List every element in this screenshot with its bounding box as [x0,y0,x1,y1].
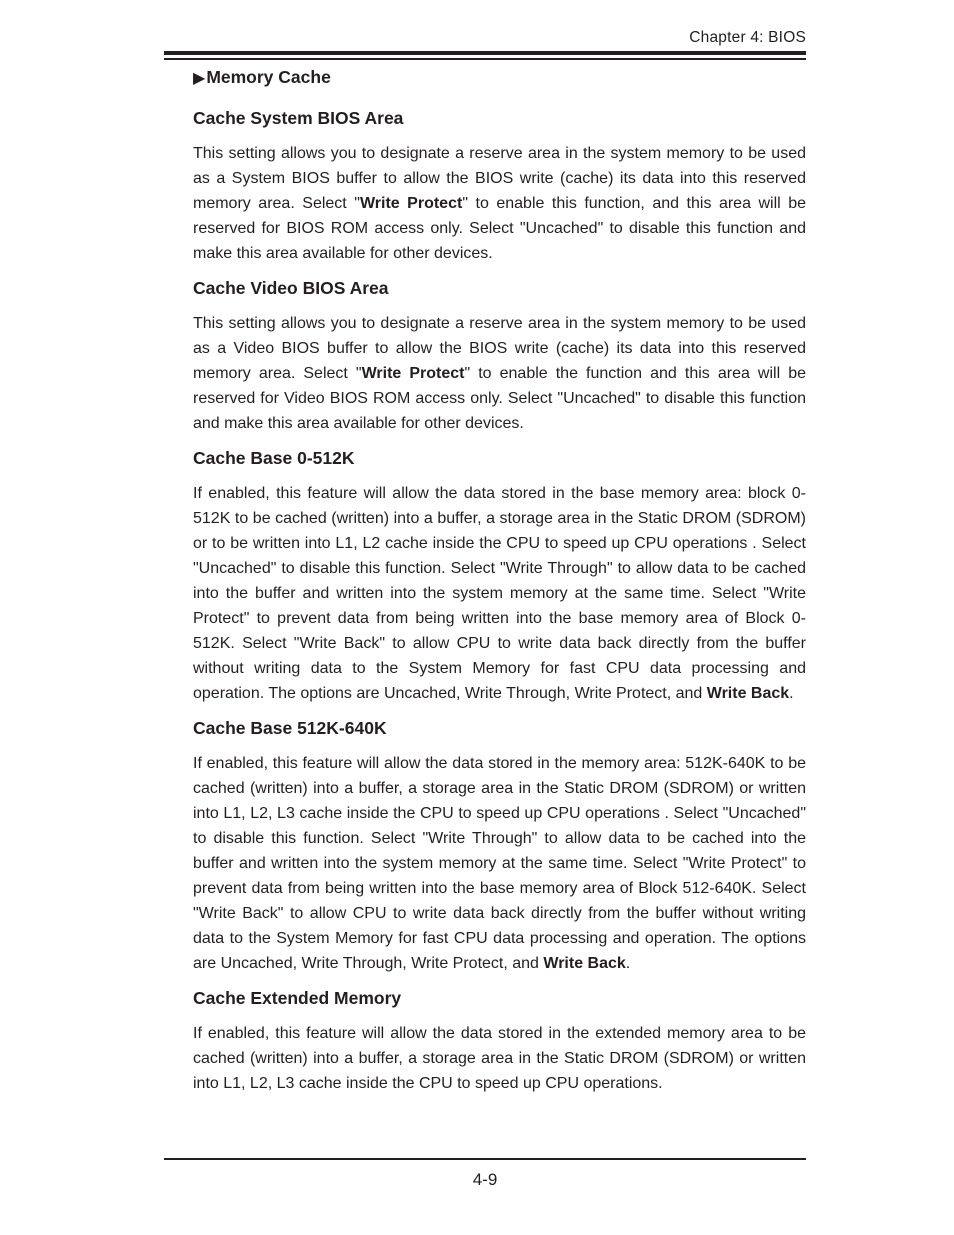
section-cache-system-bios [193,107,806,266]
header-rule-thick [164,51,806,55]
chapter-header: Chapter 4: BIOS [689,29,806,46]
section-cache-extended-memory [193,987,806,1096]
header-rule-thin [164,58,806,60]
section-heading: Cache Base 512K-640K [193,718,387,738]
section-body: This setting allows you to designate a reserve area in the system memory to be used as a Video BIOS buffer to allow the BIOS write (cache) its data into this reserved memory area. Select "Write Protect" to enable the function and this area will be reserved for Video BIOS ROM access only. Select "Uncached" to disable this function and make this area available for other devices. [193,315,807,432]
page-number: 4-9 [472,1170,498,1189]
menu-heading [193,64,806,92]
section-body: If enabled, this feature will allow the data stored in the extended memory area to be cached (written) into a buffer, a storage area in the Static DROM (SDROM) or written into L1, L2, L3 cache inside the CPU to speed up CPU operations. [193,1025,806,1092]
section-body: If enabled, this feature will allow the data stored in the memory area: 512K-640K to be cached (written) into a buffer, a storage area in the Static DROM (SDROM) or written into L1, L2, L3 cache inside the CPU to speed up CPU operations . Select "Uncached" to disable this function. Select "Write Through" to allow data to be cached into the buffer and written into the system memory at the same time. Select "Write Protect" to prevent data from being written into the base memory area of Block 512-640K. Select "Write Back" to allow CPU to write data back directly from the buffer without writing data to the System Memory for fast CPU data processing and operation. The options are Uncached, Write Through, Write Protect, and Write Back. [193,755,806,972]
section-heading: Cache Extended Memory [193,988,402,1008]
footer-rule [164,1158,806,1160]
section-heading: Cache Video BIOS Area [193,278,389,298]
section-cache-video-bios [193,277,806,436]
menu-title: Memory Cache [206,67,331,87]
page-content [193,64,806,1107]
section-body: This setting allows you to designate a reserve area in the system memory to be used as a System BIOS buffer to allow the BIOS write (cache) its data into this reserved memory area. Select "Write Protect" to enable this function, and this area will be reserved for BIOS ROM access only. Select "Uncached" to disable this function and make this area available for other devices. [193,145,807,262]
triangle-arrow-icon: ▶ [193,70,206,87]
section-cache-base-0-512k [193,447,806,706]
section-heading: Cache System BIOS Area [193,108,404,128]
section-cache-base-512k-640k [193,717,806,976]
section-heading: Cache Base 0-512K [193,448,355,468]
section-body: If enabled, this feature will allow the data stored in the base memory area: block 0-512K to be cached (written) into a buffer, a storage area in the Static DROM (SDROM) or to be written into L1, L2 cache inside the CPU to speed up CPU operations . Select "Uncached" to disable this function. Select "Write Through" to allow data to be cached into the buffer and written into the system memory at the same time. Select "Write Protect" to prevent data from being written into the base memory area of Block 0-512K. Select "Write Back" to allow CPU to write data back directly from the buffer without writing data to the System Memory for fast CPU data processing and operation. The options are Uncached, Write Through, Write Protect, and Write Back. [193,485,806,702]
